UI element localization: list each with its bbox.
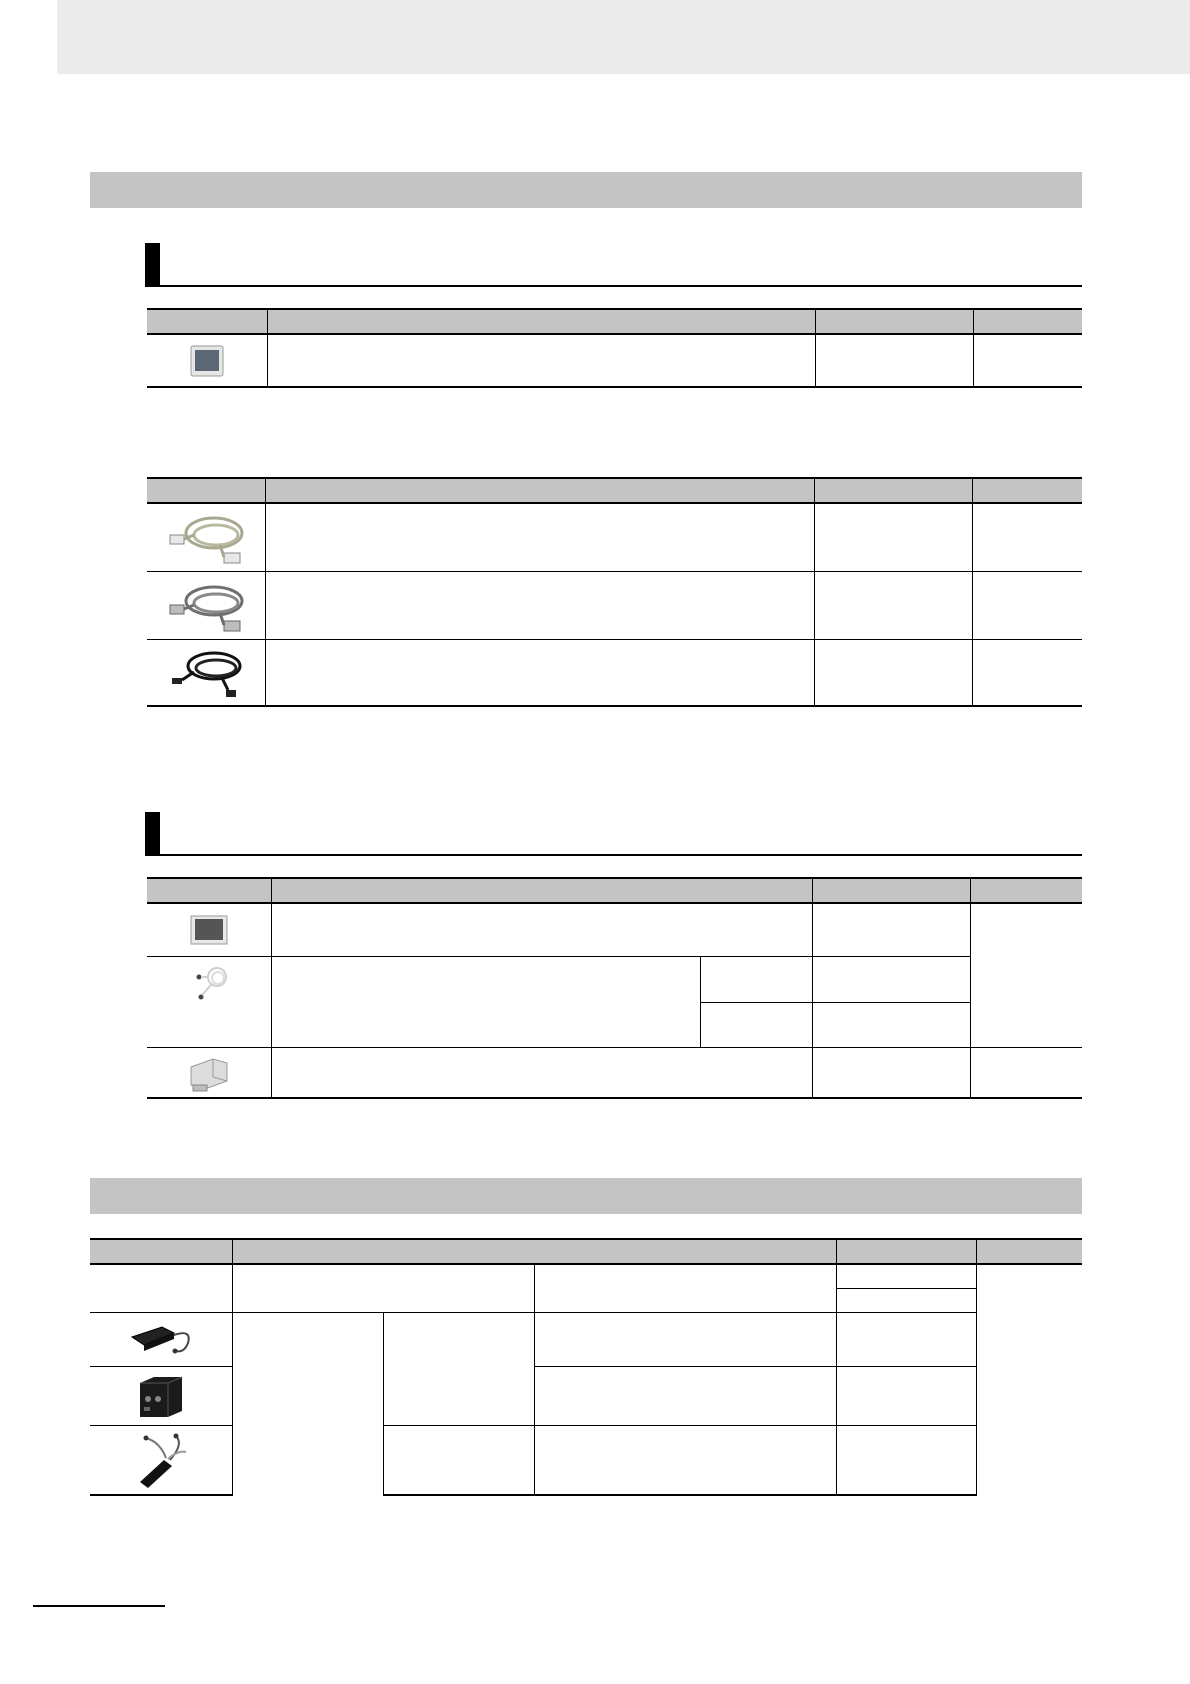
table-header-row xyxy=(90,1239,1082,1264)
small-cable-icon xyxy=(187,963,231,1003)
module-with-cable-icon xyxy=(126,1319,196,1359)
table-row xyxy=(147,1047,1082,1098)
table-row xyxy=(90,1264,1082,1288)
serial-cable-gray-icon xyxy=(164,575,248,635)
section-heading-1 xyxy=(90,172,1082,208)
product-table-4 xyxy=(90,1238,1082,1496)
product-table-3 xyxy=(147,877,1082,1099)
subsection-rule-2 xyxy=(145,854,1082,856)
table-row xyxy=(147,334,1082,387)
hmi-terminal-icon xyxy=(189,344,225,378)
table-row xyxy=(147,503,1082,571)
subsection-rule-1 xyxy=(145,285,1082,287)
product-table-2 xyxy=(147,477,1082,707)
table-row xyxy=(147,956,1082,1002)
table-row xyxy=(147,903,1082,956)
table-row xyxy=(147,639,1082,706)
page-header-band xyxy=(57,0,1190,74)
connector-adapter-icon xyxy=(183,1051,235,1093)
product-table-1 xyxy=(147,308,1082,388)
section-heading-2 xyxy=(90,1178,1082,1214)
footer-rule xyxy=(33,1605,165,1607)
subsection-marker-1 xyxy=(145,243,160,287)
usb-cable-icon xyxy=(164,642,248,702)
table-row xyxy=(147,571,1082,639)
subsection-marker-2 xyxy=(145,812,160,856)
table-row xyxy=(90,1312,1082,1366)
display-panel-icon xyxy=(190,915,228,945)
sensor-probe-icon xyxy=(130,1430,192,1490)
serial-cable-beige-icon xyxy=(164,507,248,567)
table-header-row xyxy=(147,478,1082,503)
table-header-row xyxy=(147,309,1082,334)
table-header-row xyxy=(147,878,1082,903)
box-unit-icon xyxy=(136,1373,186,1419)
